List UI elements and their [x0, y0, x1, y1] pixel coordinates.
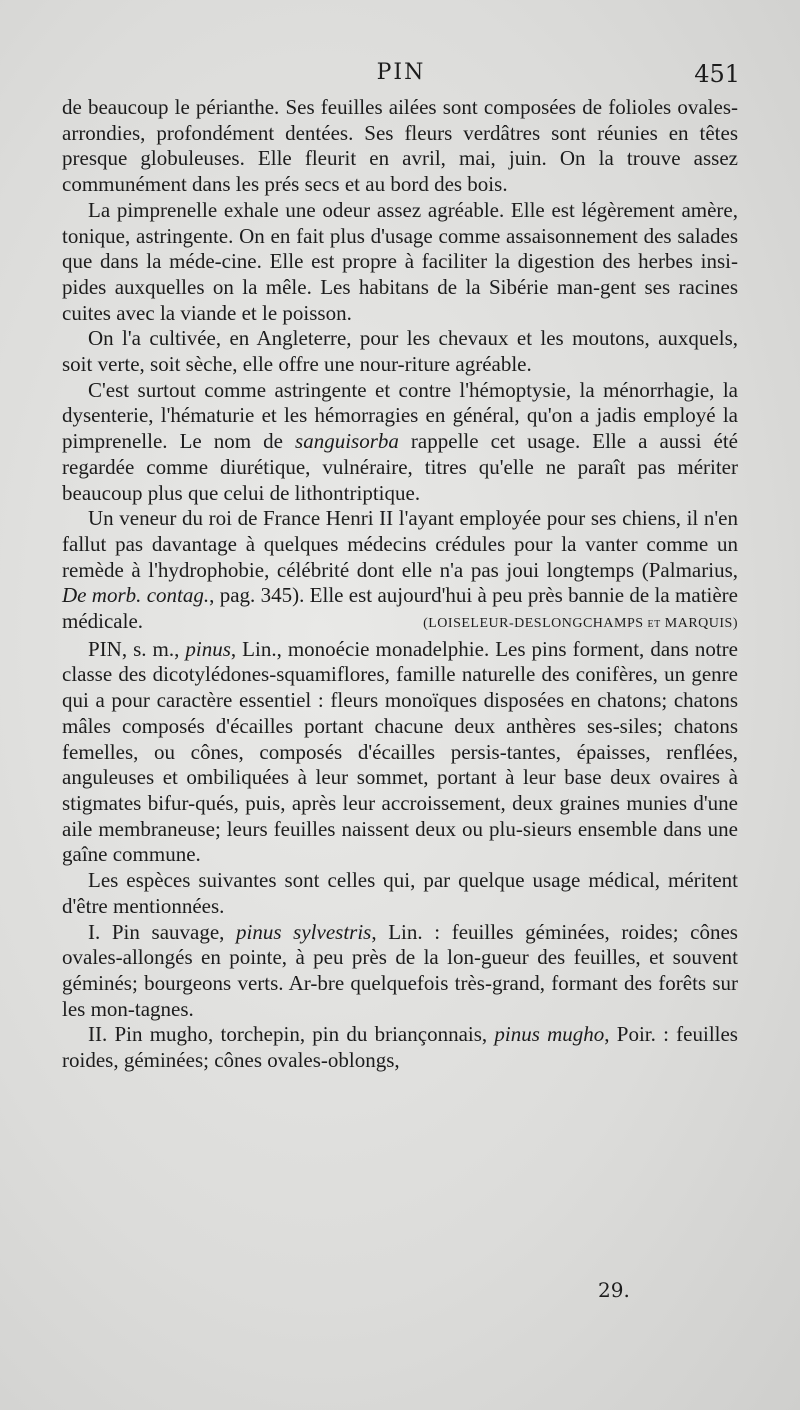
- paragraph-9-text-b: , Poir. : feuilles roides, géminées; cônes ovales-oblongs,: [62, 1022, 738, 1073]
- paragraph-4: [62, 378, 738, 507]
- paragraph-8: [62, 920, 738, 1023]
- paragraph-7: Les espèces suivantes sont celles qui, par quelque usage médical, méritent d'être mentionnées.: [62, 868, 738, 918]
- author-signature: (LOISELEUR-DESLONGCHAMPS et MARQUIS): [423, 616, 738, 632]
- paragraph-6-text-b: , Lin., monoécie monadelphie. Les pins forment, dans notre classe des dicotylédones-squamiflores, famille naturelle des conifères, un genre qui a pour caractère essentiel : fleurs monoïques disposées en chatons; chatons mâles composés d'écailles portant chacune deux anthères ses-siles; chatons femelles, ou cônes, composés d'écailles persis-tantes, épaisses, renflées, anguleuses et ombiliquées à leur sommet, portant à leur base deux ovaires à stigmates bifur-qués, puis, après leur accroissement, deux graines munies d'une aile membraneuse; leurs feuilles naissent deux ou plu-sieurs ensemble dans une gaîne commune.: [62, 636, 738, 867]
- paragraph-1: de beaucoup le périanthe. Ses feuilles ailées sont composées de folioles ovales-arrondies, profondément dentées. Ses fleurs verdâtres sont réunies en têtes presque globuleuses. Elle fleurit en avril, mai, juin. On la trouve assez communément dans les prés secs et au bord des bois.: [62, 95, 738, 197]
- paragraph-2: La pimprenelle exhale une odeur assez agréable. Elle est légèrement amère, tonique, astringente. On en fait plus d'usage comme assaisonnement des salades que dans la méde-cine. Elle est propre à faciliter la digestion des herbes insi-pides auxquelles on la mêle. Les habitans de la Sibérie man-gent ses racines cuites avec la viande et le poisson.: [62, 197, 738, 325]
- body-text: [62, 95, 738, 1074]
- pinus-term: pinus: [185, 636, 231, 661]
- paragraph-4-text-b: rappelle cet usage. Elle a aussi été regardée comme diurétique, vulnéraire, titres qu'elle ne paraît pas mériter beaucoup plus que celui de lithontriptique.: [62, 429, 738, 505]
- paragraph-8-text-b: , Lin. : feuilles géminées, roides; cônes ovales-allongés en pointe, à peu près de la lon-gueur des feuilles, et souvent géminés; bourgeons verts. Ar-bre quelquefois très-grand, formant des forêts sur les mon-tagnes.: [62, 919, 738, 1021]
- paragraph-6-text-a: PIN, s. m.,: [88, 636, 186, 661]
- paragraph-6: [62, 637, 738, 868]
- page-number: 451: [694, 60, 740, 88]
- paragraph-8-text-a: I. Pin sauvage,: [88, 919, 237, 944]
- paragraph-3: On l'a cultivée, en Angleterre, pour les chevaux et les moutons, auxquels, soit verte, soit sèche, elle offre une nour-riture agréable.: [62, 326, 738, 377]
- sanguisorba-term: sanguisorba: [295, 429, 399, 454]
- paragraph-4-text-a: C'est surtout comme astringente et contre l'hémoptysie, la ménorrhagie, la dysenterie, l'hématurie et les hémorragies en général, qu'on a jadis employé la pimprenelle. Le nom de: [62, 377, 738, 454]
- page-header: [62, 60, 740, 96]
- paragraph-5-text-a: Un veneur du roi de France Henri II l'ayant employée pour ses chiens, il n'en fallut pas davantage à quelques médecins crédules pour la vanter comme un remède à l'hydrophobie, célébrité dont elle n'a pas joui longtemps (Palmarius,: [62, 506, 738, 582]
- paragraph-5: [62, 506, 738, 637]
- paragraph-9: [62, 1022, 738, 1073]
- paragraph-5-text-b: , pag. 345). Elle est aujourd'hui à peu près bannie de la matière médicale.: [62, 583, 738, 634]
- citation-title: De morb. contag.: [62, 583, 210, 608]
- signature-mark: 29.: [598, 1278, 630, 1302]
- running-head: PIN: [376, 60, 426, 85]
- pinus-mugho-term: pinus mugho: [494, 1022, 605, 1047]
- pinus-sylvestris-term: pinus sylvestris: [236, 919, 372, 944]
- paragraph-9-text-a: II. Pin mugho, torchepin, pin du briançonnais,: [88, 1022, 495, 1047]
